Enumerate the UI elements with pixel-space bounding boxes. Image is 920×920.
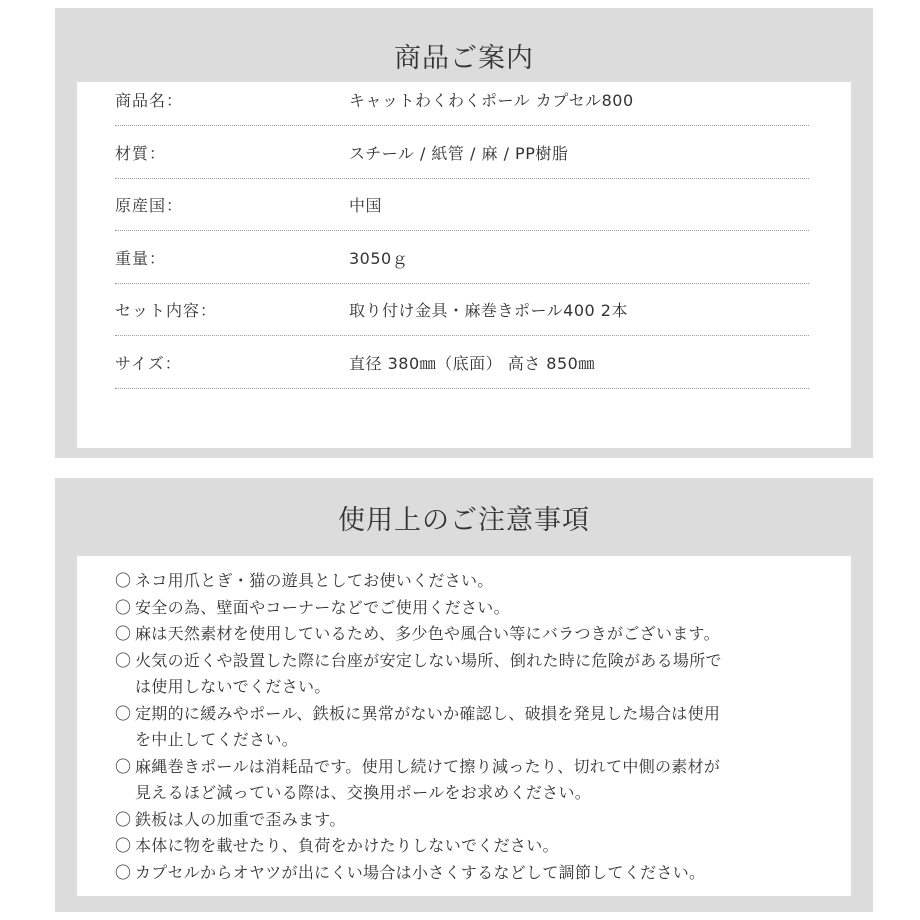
spec-value: 取り付け金具・麻巻きポール400 2本 — [349, 301, 628, 320]
spec-label: 重量： — [115, 248, 167, 268]
spec-table — [115, 82, 809, 389]
spec-value: キャットわくわくポール カプセル800 — [349, 91, 634, 110]
spec-value: 直径 380㎜（底面） 高さ 850㎜ — [349, 353, 595, 373]
circle-bullet-icon: 〇 — [115, 571, 132, 590]
caution-item — [115, 833, 815, 860]
caution-text: カプセルからオヤツが出にくい場合は小さくするなどして調節してください。 — [135, 862, 706, 882]
caution-text: 鉄板は人の加重で歪みます。 — [135, 809, 346, 829]
spec-row-name — [115, 82, 809, 126]
spec-row-material — [115, 126, 809, 179]
caution-item — [115, 807, 815, 834]
product-info-card — [77, 82, 851, 448]
spec-label: 材質： — [115, 143, 167, 163]
spec-label: 商品名： — [115, 91, 184, 110]
circle-bullet-icon: 〇 — [115, 703, 132, 723]
circle-bullet-icon: 〇 — [115, 650, 132, 670]
spec-value: スチール / 紙管 / 麻 / PP樹脂 — [349, 143, 569, 163]
caution-text: 麻縄巻きポールは消耗品です。使用し続けて擦り減ったり、切れて中側の素材が — [135, 756, 721, 776]
spec-value: 3050ｇ — [349, 248, 409, 268]
caution-item — [115, 701, 815, 754]
spec-label: 原産国： — [115, 196, 184, 215]
caution-item — [115, 595, 815, 622]
caution-item — [115, 648, 815, 701]
caution-text-continued: を中止してください。 — [135, 730, 299, 749]
spec-row-size — [115, 336, 809, 389]
cautions-panel — [55, 478, 873, 912]
cautions-title: 使用上のご注意事項 — [338, 505, 590, 536]
cautions-card — [77, 556, 851, 896]
caution-text: 本体に物を載せたり、負荷をかけたりしないでください。 — [135, 836, 559, 855]
spec-label: セット内容： — [115, 301, 218, 320]
spec-value: 中国 — [349, 196, 383, 215]
spec-row-set-contents — [115, 284, 809, 337]
circle-bullet-icon: 〇 — [115, 624, 132, 643]
caution-text-continued: は使用しないでください。 — [135, 677, 331, 696]
cautions-list — [115, 568, 815, 886]
caution-text: 麻は天然素材を使用しているため、多少色や風合い等にバラつきがございます。 — [135, 624, 720, 643]
circle-bullet-icon: 〇 — [115, 809, 132, 829]
spec-label: サイズ： — [115, 353, 182, 373]
product-info-panel — [55, 8, 873, 458]
caution-item — [115, 860, 815, 887]
caution-text: 安全の為、壁面やコーナーなどでご使用ください。 — [135, 597, 510, 617]
product-info-title: 商品ご案内 — [394, 43, 534, 74]
circle-bullet-icon: 〇 — [115, 756, 132, 776]
caution-text: 定期的に緩みやポール、鉄板に異常がないか確認し、破損を発見した場合は使用 — [135, 703, 721, 723]
caution-text: ネコ用爪とぎ・猫の遊具としてお使いください。 — [135, 571, 494, 590]
caution-item — [115, 754, 815, 807]
spec-row-origin — [115, 179, 809, 232]
caution-text-continued: 見えるほど減っている際は、交換用ポールをお求めください。 — [135, 783, 592, 802]
circle-bullet-icon: 〇 — [115, 836, 132, 855]
caution-item — [115, 568, 815, 595]
spec-row-weight — [115, 231, 809, 284]
caution-item — [115, 621, 815, 648]
caution-text: 火気の近くや設置した際に台座が安定しない場所、倒れた時に危険がある場所で — [135, 650, 722, 670]
circle-bullet-icon: 〇 — [115, 862, 132, 882]
circle-bullet-icon: 〇 — [115, 597, 132, 617]
